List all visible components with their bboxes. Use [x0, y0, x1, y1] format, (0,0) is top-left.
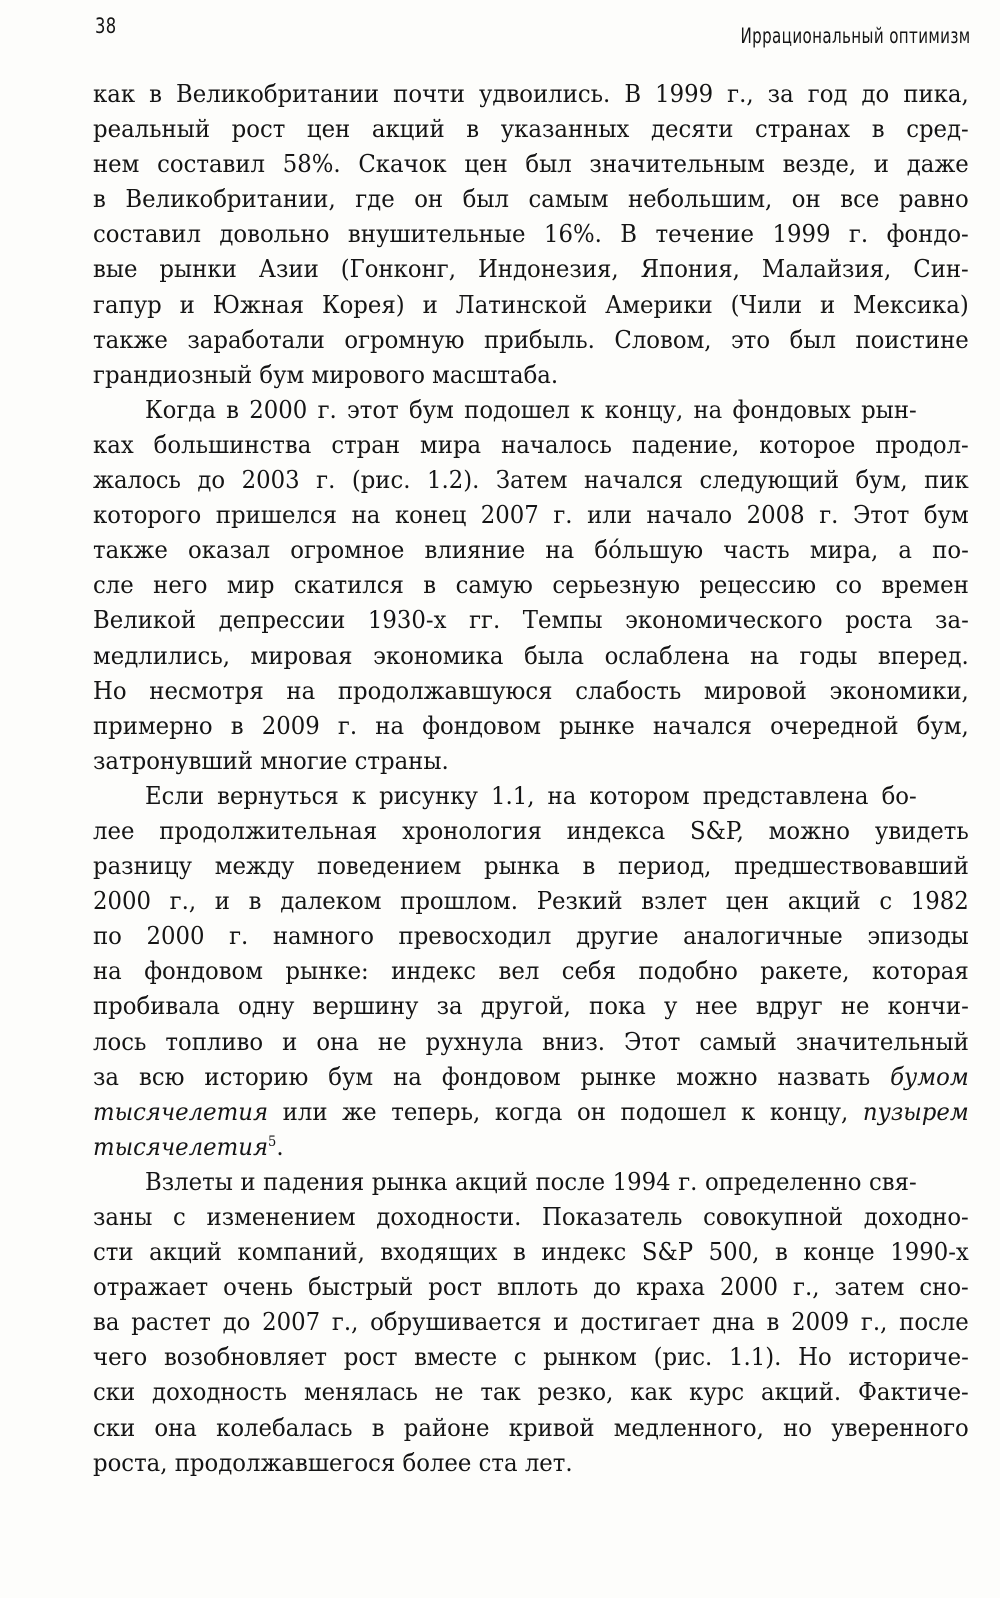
text-line: медлились, мировая экономика была ослаблена на годы вперед. [93, 640, 969, 670]
text-line: жалось до 2003 г. (рис. 1.2). Затем начался следующий бум, пик [93, 465, 969, 495]
running-head [95, 14, 971, 48]
text-line: пробивала одну вершину за другой, пока у нее вдруг не кончи- [93, 991, 969, 1021]
footnote-ref[interactable]: 5 [268, 1133, 277, 1150]
text-line: отражает очень быстрый рост вплоть до краха 2000 г., затем сно- [93, 1272, 969, 1302]
body-text [93, 76, 969, 1480]
text-line: ски доходность менялась не так резко, как курс акций. Фактиче- [93, 1377, 969, 1407]
text-line: также заработали огромную прибыль. Словом, это был поистине [93, 324, 969, 354]
text-run: или же теперь, когда он подошел к концу, [268, 1096, 863, 1126]
text-line: по 2000 г. намного превосходил другие аналогичные эпизоды [93, 921, 969, 951]
text-line: затронувший многие страны. [93, 745, 449, 775]
paragraph-1 [93, 76, 969, 392]
text-line: сти акций компаний, входящих в индекс S&P 500, в конце 1990-х [93, 1237, 969, 1267]
text-line: Когда в 2000 г. этот бум подошел к концу, на фондовых рын- [145, 394, 917, 424]
text-line: заны с изменением доходности. Показатель совокупной доходно- [93, 1202, 969, 1231]
text-line: лось топливо и она не рухнула вниз. Этот самый значительный [93, 1026, 969, 1056]
text-line: роста, продолжавшегося более ста лет. [93, 1447, 573, 1477]
text-line: чего возобновляет рост вместе с рынком (рис. 1.1). Но историче- [93, 1342, 969, 1372]
italic-term: тысячелетия [93, 1096, 269, 1126]
text-line: Если вернуться к рисунку 1.1, на котором представлена бо- [145, 780, 917, 810]
text-line [93, 1129, 969, 1164]
text-line: которого пришелся на конец 2007 г. или начало 2008 г. Этот бум [93, 500, 969, 530]
text-line: гапур и Южная Корея) и Латинской Америки (Чили и Мексика) [93, 289, 969, 319]
text-line: нем составил 58%. Скачок цен был значительным везде, и даже [93, 149, 969, 179]
text-line: вые рынки Азии (Гонконг, Индонезия, Япония, Малайзия, Син- [93, 254, 969, 284]
paragraph-4 [93, 1164, 969, 1480]
text-line: как в Великобритании почти удвоились. В 1999 г., за год до пика, [93, 79, 969, 108]
text-line: 2000 г., и в далеком прошлом. Резкий взлет цен акций с 1982 [93, 886, 969, 916]
text-line: грандиозный бум мирового масштаба. [93, 359, 559, 389]
italic-term: пузырем [862, 1096, 969, 1126]
text-line: Но несмотря на продолжавшуюся слабость мировой экономики, [93, 675, 969, 705]
text-line: примерно в 2009 г. на фондовом рынке начался очередной бум, [93, 710, 969, 740]
text-line: сле него мир скатился в самую серьезную рецессию со времен [93, 570, 969, 600]
text-line: разницу между поведением рынка в период, предшествовавший [93, 851, 969, 881]
text-line [93, 1094, 969, 1129]
paragraph-3 [93, 778, 969, 1164]
text-line: Великой депрессии 1930-х гг. Темпы экономического роста за- [93, 605, 969, 635]
text-line: реальный рост цен акций в указанных десяти странах в сред- [93, 114, 969, 144]
text-line: ках большинства стран мира началось падение, которое продол- [93, 429, 969, 459]
page-number: 38 [95, 14, 117, 38]
text-line: также оказал огромное влияние на бóльшую часть мира, а по- [93, 535, 969, 565]
paragraph-2 [93, 392, 969, 778]
text-line: ва растет до 2007 г., обрушивается и достигает дна в 2009 г., после [93, 1307, 969, 1337]
running-title: Иррациональный оптимизм [740, 24, 971, 48]
text-line: в Великобритании, где он был самым небольшим, он все равно [93, 184, 969, 214]
text-line: составил довольно внушительные 16%. В течение 1999 г. фондо- [93, 219, 969, 249]
text-line: ски она колебалась в районе кривой медленного, но уверенного [93, 1412, 969, 1442]
text-line: Взлеты и падения рынка акций после 1994 г. определенно свя- [145, 1166, 917, 1196]
text-run: . [276, 1131, 284, 1161]
text-line: на фондовом рынке: индекс вел себя подобно ракете, которая [93, 956, 969, 986]
text-line: лее продолжительная хронология индекса S&P, можно увидеть [93, 815, 969, 845]
text-run: за всю историю бум на фондовом рынке можно назвать [93, 1061, 891, 1091]
italic-term: тысячелетия [93, 1131, 269, 1161]
text-line [93, 1059, 969, 1094]
italic-term: бумом [890, 1061, 969, 1091]
